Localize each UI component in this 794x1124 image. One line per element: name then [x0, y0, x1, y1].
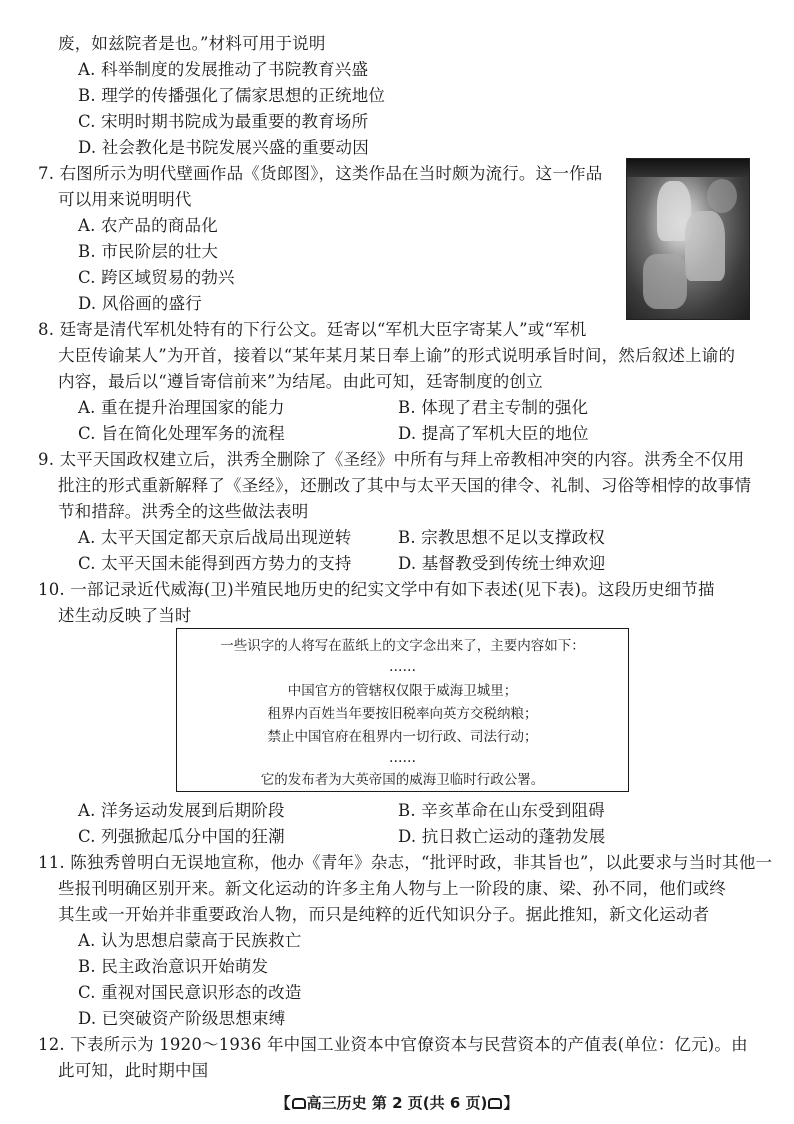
notice-line: 一些识字的人将写在蓝纸上的文字念出来了，主要内容如下：	[220, 638, 585, 654]
notice-line: 禁止中国官府在租界内一切行政、司法行动；	[267, 729, 538, 745]
q8-stem-line2: 大臣传谕某人”为开首，接着以“某年某月某日奉上谕”的形式说明承旨时间，然后叙述上谕的	[58, 346, 736, 365]
phone-icon	[488, 1098, 502, 1109]
q6-option-d: D. 社会教化是书院发展兴盛的重要动因	[78, 138, 369, 157]
q9-stem-line1: 9. 太平天国政权建立后，洪秀全删除了《圣经》中所有与拜上帝教相冲突的内容。洪秀全不仅用	[38, 450, 745, 469]
q8-option-d: D. 提高了军机大臣的地位	[398, 424, 589, 443]
q8-option-a: A. 重在提升治理国家的能力	[78, 398, 285, 417]
q7-option-b: B. 市民阶层的壮大	[78, 242, 219, 261]
q7-option-d: D. 风俗画的盛行	[78, 294, 202, 313]
q11-option-a: A. 认为思想启蒙高于民族救亡	[78, 931, 302, 950]
q12-stem-line1: 12. 下表所示为 1920～1936 年中国工业资本中官僚资本与民营资本的产值表(单位：亿元)。由	[38, 1035, 748, 1054]
q11-option-d: D. 已突破资产阶级思想束缚	[78, 1009, 286, 1028]
notice-ellipsis: ……	[389, 659, 416, 675]
notice-ellipsis: ……	[389, 750, 416, 766]
q7-stem-line1: 7. 右图所示为明代壁画作品《货郎图》，这类作品在当时颇为流行。这一作品	[38, 164, 603, 183]
q6-option-c: C. 宋明时期书院成为最重要的教育场所	[78, 112, 369, 131]
q10-option-b: B. 辛亥革命在山东受到阻碍	[398, 801, 605, 820]
q12-stem-line2: 此可知，此时期中国	[58, 1061, 209, 1080]
q9-option-a: A. 太平天国定都天京后战局出现逆转	[78, 528, 352, 547]
notice-line: 租界内百姓当年要按旧税率向英方交税纳粮；	[267, 706, 538, 722]
q9-option-d: D. 基督教受到传统士绅欢迎	[398, 554, 606, 573]
notice-line: 它的发布者为大英帝国的威海卫临时行政公署。	[260, 772, 545, 788]
q9-stem-line3: 节和措辞。洪秀全的这些做法表明	[58, 502, 309, 521]
q11-stem-line2: 些报刊明确区别开来。新文化运动的许多主角人物与上一阶段的康、梁、孙不同，他们或终	[58, 879, 726, 898]
footer-page: 第 2 页(共 6 页)	[371, 1094, 488, 1112]
footer-subject: 高三历史	[306, 1094, 367, 1112]
q10-stem-line2: 述生动反映了当时	[58, 606, 192, 625]
page-footer: 【 高三历史 第 2 页(共 6 页) 】	[275, 1094, 519, 1112]
q11-stem-line1: 11. 陈独秀曾明白无误地宣称，他办《青年》杂志，“批评时政，非其旨也”，以此要求与当时其他一	[38, 853, 773, 872]
q6-option-b: B. 理学的传播强化了儒家思想的正统地位	[78, 86, 386, 105]
q11-option-c: C. 重视对国民意识形态的改造	[78, 983, 302, 1002]
q6-stem-tail: 废，如兹院者是也。”材料可用于说明	[58, 34, 326, 53]
phone-icon	[292, 1098, 306, 1109]
q11-option-b: B. 民主政治意识开始萌发	[78, 957, 269, 976]
q10-option-a: A. 洋务运动发展到后期阶段	[78, 801, 285, 820]
q10-option-c: C. 列强掀起瓜分中国的狂潮	[78, 827, 285, 846]
q7-option-a: A. 农产品的商品化	[78, 216, 218, 235]
q7-option-c: C. 跨区域贸易的勃兴	[78, 268, 235, 287]
notice-line: 中国官方的管辖权仅限于威海卫城里；	[287, 683, 518, 699]
q9-option-c: C. 太平天国未能得到西方势力的支持	[78, 554, 352, 573]
q6-option-a: A. 科举制度的发展推动了书院教育兴盛	[78, 60, 369, 79]
huolang-mural-image	[626, 158, 750, 320]
q7-stem-line2: 可以用来说明明代	[58, 190, 192, 209]
notice-table	[176, 628, 629, 792]
q9-option-b: B. 宗教思想不足以支撑政权	[398, 528, 605, 547]
q11-stem-line3: 其生或一开始并非重要政治人物，而只是纯粹的近代知识分子。据此推知，新文化运动者	[58, 905, 710, 924]
q10-stem-line1: 10. 一部记录近代威海(卫)半殖民地历史的纪实文学中有如下表述(见下表)。这段历史细节描	[38, 580, 715, 599]
q8-option-c: C. 旨在简化处理军务的流程	[78, 424, 285, 443]
q8-stem-line3: 内容，最后以“遵旨寄信前来”为结尾。由此可知，廷寄制度的创立	[58, 372, 543, 391]
q10-option-d: D. 抗日救亡运动的蓬勃发展	[398, 827, 606, 846]
q9-stem-line2: 批注的形式重新解释了《圣经》，还删改了其中与太平天国的律令、礼制、习俗等相悖的故事情	[58, 476, 752, 495]
q8-option-b: B. 体现了君主专制的强化	[398, 398, 589, 417]
q8-stem-line1: 8. 廷寄是清代军机处特有的下行公文。廷寄以“军机大臣字寄某人”或“军机	[38, 320, 587, 339]
